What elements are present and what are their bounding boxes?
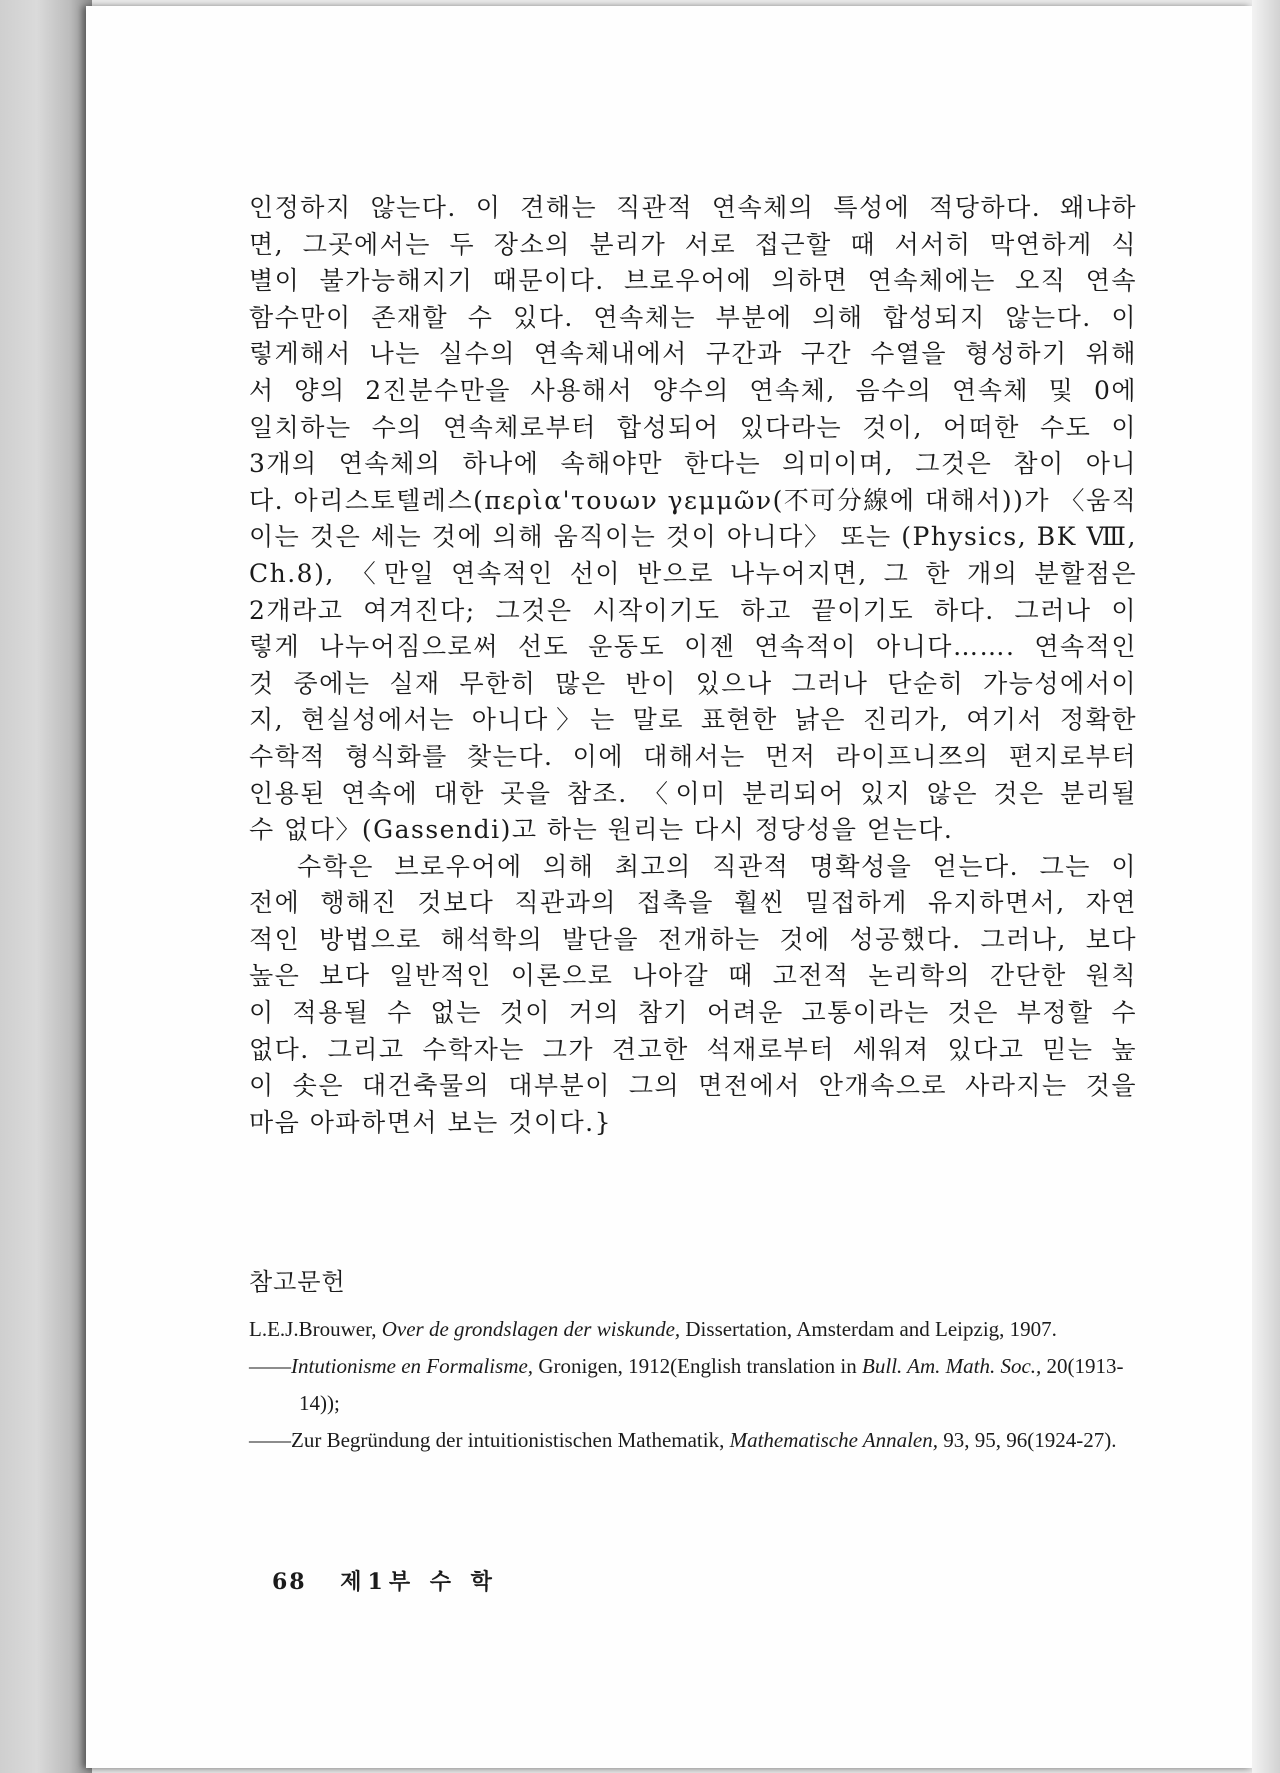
reference-journal: Bull. Am. Math. Soc., <box>862 1354 1042 1378</box>
section-label: 제1부 수 학 <box>340 1569 498 1595</box>
text-line: 인용된 연속에 대한 곳을 참조. 〈이미 분리되어 있지 않은 것은 분리될 <box>249 778 1137 808</box>
text-line: 렇게 나누어짐으로써 선도 운동도 이젠 연속적이 아니다……. 연속적인 <box>249 632 1137 662</box>
page-footer <box>272 1565 498 1596</box>
body-text <box>249 190 1137 1141</box>
text-line: 이는 것은 세는 것에 의해 움직이는 것이 아니다〉 또는 (Physics, BK Ⅷ, <box>249 522 1137 552</box>
text-line: 다. 아리스토텔레스(περὶα'τουων γεμμῶν(不可分線에 대해서))가 〈움직 <box>249 485 1138 515</box>
reference-entry <box>249 1348 1141 1422</box>
reference-title: Over de grondslagen der wiskunde, <box>381 1317 681 1341</box>
text-line: 지, 현실성에서는 아니다〉는 말로 표현한 낡은 진리가, 여기서 정확한 <box>249 705 1137 735</box>
text-line: 일치하는 수의 연속체로부터 합성되어 있다라는 것이, 어떠한 수도 이 <box>249 412 1137 442</box>
page-number: 68 <box>272 1569 307 1595</box>
reference-journal: Mathematische Annalen, <box>729 1428 938 1452</box>
text-line: 3개의 연속체의 하나에 속해야만 한다는 의미이며, 그것은 참이 아니 <box>249 449 1137 479</box>
text-line: 인정하지 않는다. 이 견해는 직관적 연속체의 특성에 적당하다. 왜냐하 <box>249 193 1137 222</box>
reference-details: Zur Begründung der intuitionistischen Mathematik, <box>291 1428 725 1452</box>
text-line: 적인 방법으로 해석학의 발단을 전개하는 것에 성공했다. 그러나, 보다 <box>249 924 1137 954</box>
text-line: 서 양의 2진분수만을 사용해서 양수의 연속체, 음수의 연속체 및 0에 <box>249 375 1137 405</box>
references-heading: 참고문헌 <box>249 1268 346 1296</box>
text-line: 높은 보다 일반적인 이론으로 나아갈 때 고전적 논리학의 간단한 원칙 <box>249 961 1137 991</box>
text-line: 2개라고 여겨진다; 그것은 시작이기도 하고 끝이기도 하다. 그러나 이 <box>249 595 1137 625</box>
text-line: 수 없다〉(Gassendi)고 하는 원리는 다시 정당성을 얻는다. <box>249 815 954 845</box>
book-binding-edge <box>0 0 92 1773</box>
text-line: 이 솟은 대건축물의 대부분이 그의 면전에서 안개속으로 사라지는 것을 <box>249 1071 1137 1101</box>
text-line: Ch.8), 〈만일 연속적인 선이 반으로 나누어지면, 그 한 개의 분할점은 <box>249 558 1137 588</box>
page-right-shadow <box>1252 0 1280 1773</box>
reference-dash: —— <box>249 1354 291 1378</box>
text-line: 전에 행해진 것보다 직관과의 접촉을 훨씬 밀접하게 유지하면서, 자연 <box>249 888 1137 918</box>
text-line: 수학은 브로우어에 의해 최고의 직관적 명확성을 얻는다. 그는 이 <box>297 851 1137 881</box>
text-line: 것 중에는 실재 무한히 많은 반이 있으나 그러나 단순히 가능성에서이 <box>249 668 1137 698</box>
reference-details: Dissertation, Amsterdam and Leipzig, 1907. <box>685 1317 1057 1341</box>
references-section <box>249 1262 1141 1459</box>
text-line: 별이 불가능해지기 때문이다. 브로우어에 의하면 연속체에는 오직 연속 <box>249 266 1137 296</box>
text-line: 함수만이 존재할 수 있다. 연속체는 부분에 의해 합성되지 않는다. 이 <box>249 302 1137 332</box>
text-line: 수학적 형식화를 찾는다. 이에 대해서는 먼저 라이프니쯔의 편지로부터 <box>249 741 1137 771</box>
text-line: 없다. 그리고 수학자는 그가 견고한 석재로부터 세워져 있다고 믿는 높 <box>249 1034 1137 1064</box>
text-line: 렇게해서 나는 실수의 연속체내에서 구간과 구간 수열을 형성하기 위해 <box>249 339 1137 369</box>
reference-volume: 20(1913-14)); <box>299 1354 1124 1415</box>
reference-entry <box>249 1311 1141 1348</box>
reference-details: Gronigen, 1912(English translation in <box>538 1354 857 1378</box>
reference-author: L.E.J.Brouwer, <box>249 1317 377 1341</box>
reference-entry <box>249 1422 1141 1459</box>
reference-volume: 93, 95, 96(1924-27). <box>943 1428 1117 1452</box>
text-line: 이 적용될 수 없는 것이 거의 참기 어려운 고통이라는 것은 부정할 수 <box>249 998 1137 1028</box>
text-line: 마음 아파하면서 보는 것이다.} <box>249 1107 612 1137</box>
reference-title: Intutionisme en Formalisme, <box>291 1354 534 1378</box>
reference-dash: —— <box>249 1428 291 1452</box>
text-line: 면, 그곳에서는 두 장소의 분리가 서로 접근할 때 서서히 막연하게 식 <box>249 229 1137 259</box>
